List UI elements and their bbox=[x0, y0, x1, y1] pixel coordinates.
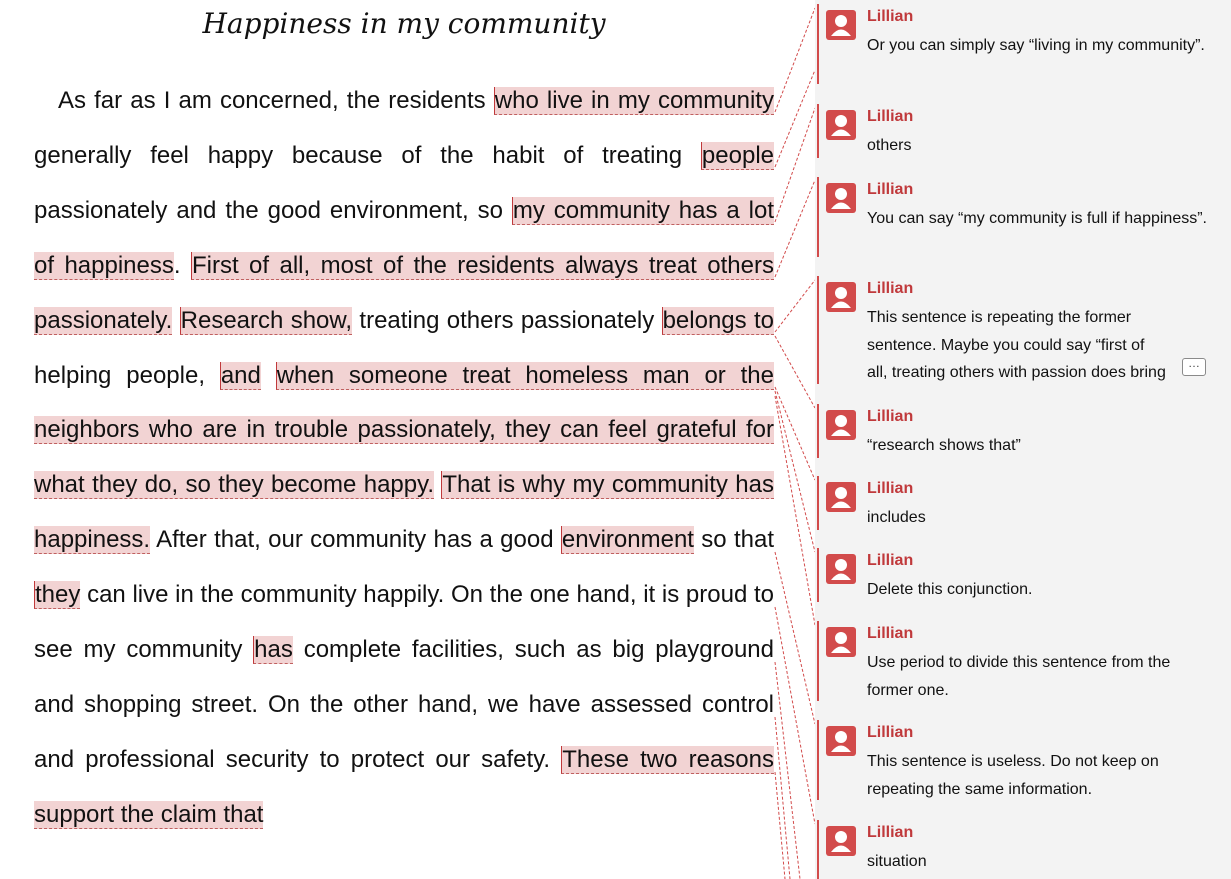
text-run: . bbox=[173, 251, 191, 279]
comment-text: This sentence is repeating the former sentence. Maybe you could say “first of all, treating others with passion does bring bbox=[867, 309, 1166, 381]
commented-text-span[interactable]: has bbox=[254, 636, 293, 664]
comment-text: situation bbox=[867, 853, 927, 870]
comment-item[interactable] bbox=[815, 820, 1231, 879]
comment-marker-bar bbox=[817, 476, 819, 530]
user-avatar-icon bbox=[826, 410, 856, 440]
commented-text-span[interactable]: environment bbox=[561, 526, 694, 554]
commented-text-span[interactable]: First of all, most of the residents always treat others passionately. bbox=[34, 251, 774, 334]
comments-panel bbox=[815, 0, 1231, 879]
comment-author: Lillian bbox=[867, 181, 914, 198]
user-avatar-icon bbox=[826, 110, 856, 140]
comment-marker-bar bbox=[817, 621, 819, 701]
comment-marker-bar bbox=[817, 4, 819, 84]
comment-author: Lillian bbox=[867, 724, 914, 741]
comment-marker-bar bbox=[817, 820, 819, 879]
user-avatar-icon bbox=[826, 282, 856, 312]
comment-item[interactable] bbox=[815, 4, 1231, 84]
comment-text: This sentence is useless. Do not keep on repeating the same information. bbox=[867, 753, 1159, 798]
text-run: As far as I am concerned, the residents bbox=[58, 87, 494, 114]
comment-marker-bar bbox=[817, 404, 819, 458]
comment-item[interactable] bbox=[815, 621, 1231, 701]
commented-text-span[interactable]: when someone treat homeless man or the neighbors who are in trouble passionately, they can feel grateful for what they do, so they become happy. bbox=[34, 361, 774, 499]
comment-author: Lillian bbox=[867, 625, 914, 642]
user-avatar-icon bbox=[826, 826, 856, 856]
comment-item[interactable] bbox=[815, 476, 1231, 530]
user-avatar-icon bbox=[826, 183, 856, 213]
commented-text-span[interactable]: who live in my community bbox=[494, 87, 774, 114]
commented-text-span[interactable]: people bbox=[701, 141, 774, 169]
more-options-icon[interactable]: … bbox=[1182, 358, 1206, 376]
comment-item[interactable] bbox=[815, 548, 1231, 602]
text-run: complete facilities, such as big playground and shopping street. On the other hand, we have assessed control and professional security to protect our safety. bbox=[34, 636, 775, 773]
comment-item[interactable] bbox=[815, 720, 1231, 800]
commented-text-span[interactable]: my community has a lot of happiness bbox=[34, 196, 774, 279]
document-title: Happiness in my community bbox=[202, 7, 606, 40]
commented-text-span[interactable]: and bbox=[220, 361, 261, 389]
comment-text: Or you can simply say “living in my community”. bbox=[867, 37, 1205, 54]
text-run: can live in the community happily. On the one hand, it is proud to see my community bbox=[34, 581, 774, 664]
comment-marker-bar bbox=[817, 548, 819, 602]
user-avatar-icon bbox=[826, 726, 856, 756]
comment-text: “research shows that” bbox=[867, 437, 1021, 454]
comment-author: Lillian bbox=[867, 408, 914, 425]
commented-text-span[interactable]: Research show, bbox=[180, 306, 353, 334]
comment-text: You can say “my community is full if happiness”. bbox=[867, 210, 1207, 227]
comment-author: Lillian bbox=[867, 824, 914, 841]
comment-text: includes bbox=[867, 509, 926, 526]
comment-author: Lillian bbox=[867, 108, 914, 125]
comment-marker-bar bbox=[817, 177, 819, 257]
comment-author: Lillian bbox=[867, 552, 914, 569]
text-run: generally feel happy because of the habit of treating bbox=[34, 141, 701, 169]
comment-item[interactable] bbox=[815, 177, 1231, 257]
comment-marker-bar bbox=[817, 104, 819, 158]
comment-text: others bbox=[867, 137, 912, 154]
comment-text: Use period to divide this sentence from the former one. bbox=[867, 654, 1171, 699]
text-run: After that, our community has a good bbox=[150, 526, 561, 554]
commented-text-span[interactable]: These two reasons support the claim that bbox=[34, 745, 774, 828]
text-run: so that bbox=[693, 526, 774, 554]
comment-author: Lillian bbox=[867, 280, 914, 297]
comment-item[interactable] bbox=[815, 276, 1231, 384]
comment-text: Delete this conjunction. bbox=[867, 581, 1033, 598]
text-run: helping people, bbox=[34, 361, 220, 389]
commented-text-span[interactable]: That is why my community has happiness. bbox=[34, 471, 774, 554]
commented-text-span[interactable]: they bbox=[35, 581, 81, 609]
user-avatar-icon bbox=[826, 482, 856, 512]
comment-item[interactable] bbox=[815, 104, 1231, 158]
user-avatar-icon bbox=[826, 554, 856, 584]
user-avatar-icon bbox=[826, 627, 856, 657]
text-run: treating others passionately bbox=[352, 306, 662, 334]
comment-author: Lillian bbox=[867, 480, 914, 497]
user-avatar-icon bbox=[826, 10, 856, 40]
comment-item[interactable] bbox=[815, 404, 1231, 458]
comment-marker-bar bbox=[817, 276, 819, 384]
comment-author: Lillian bbox=[867, 8, 914, 25]
comment-marker-bar bbox=[817, 720, 819, 800]
text-run: passionately and the good environment, so bbox=[34, 196, 512, 224]
commented-text-span[interactable]: belongs to bbox=[662, 306, 774, 334]
